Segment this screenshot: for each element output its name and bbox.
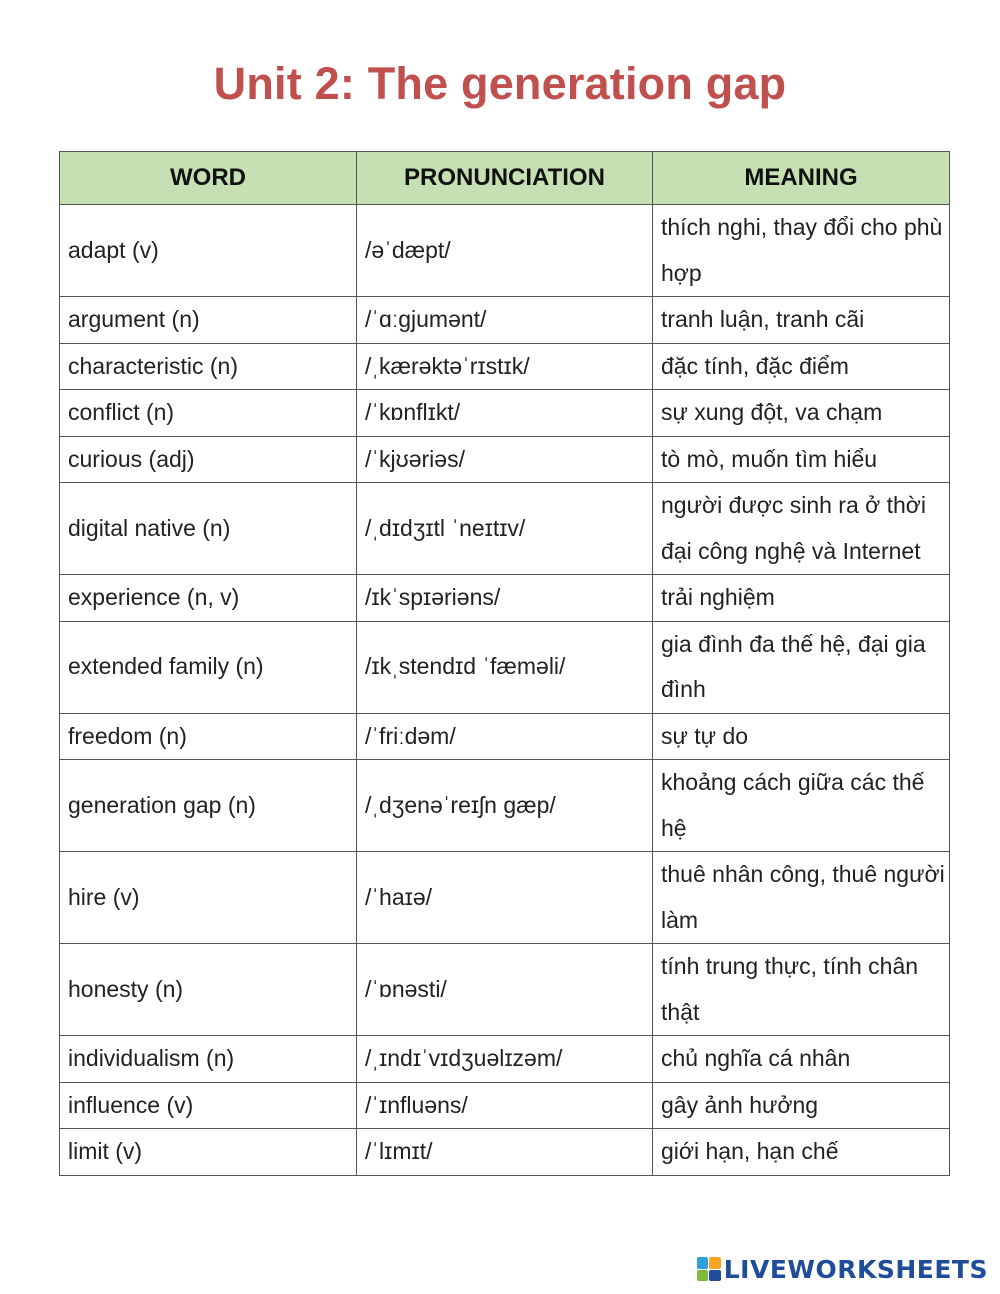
pronunciation-cell: /ˈkɒnflɪkt/ xyxy=(357,390,653,437)
logo-text: LIVEWORKSHEETS xyxy=(723,1254,988,1284)
pronunciation-cell: /ɪkˈspɪəriəns/ xyxy=(357,575,653,622)
word-cell: curious (adj) xyxy=(60,436,357,483)
table-row xyxy=(60,760,950,852)
table-row xyxy=(60,436,950,483)
meaning-cell: gia đình đa thế hệ, đại gia đình xyxy=(653,621,950,713)
table-row xyxy=(60,621,950,713)
word-cell: freedom (n) xyxy=(60,713,357,760)
pronunciation-cell: /ˌdʒenəˈreɪʃn gæp/ xyxy=(357,760,653,852)
page-title: Unit 2: The generation gap xyxy=(213,58,787,109)
table-row xyxy=(60,205,950,297)
meaning-cell: sự xung đột, va chạm xyxy=(653,390,950,437)
liveworksheets-logo[interactable] xyxy=(697,1254,988,1284)
pronunciation-cell: /ˌkærəktəˈrɪstɪk/ xyxy=(357,343,653,390)
meaning-cell: đặc tính, đặc điểm xyxy=(653,343,950,390)
meaning-cell: giới hạn, hạn chế xyxy=(653,1129,950,1176)
word-cell: experience (n, v) xyxy=(60,575,357,622)
table-row xyxy=(60,390,950,437)
word-cell: digital native (n) xyxy=(60,483,357,575)
word-cell: individualism (n) xyxy=(60,1036,357,1083)
meaning-cell: trải nghiệm xyxy=(653,575,950,622)
header-pronunciation: PRONUNCIATION xyxy=(357,152,653,205)
vocabulary-table xyxy=(59,151,950,1176)
meaning-cell: người được sinh ra ở thời đại công nghệ và Internet xyxy=(653,483,950,575)
pronunciation-cell: /ˈfriːdəm/ xyxy=(357,713,653,760)
table-row xyxy=(60,343,950,390)
pronunciation-cell: /ˈɒnəsti/ xyxy=(357,944,653,1036)
word-cell: honesty (n) xyxy=(60,944,357,1036)
header-word: WORD xyxy=(60,152,357,205)
word-cell: influence (v) xyxy=(60,1082,357,1129)
meaning-cell: gây ảnh hưởng xyxy=(653,1082,950,1129)
table-row xyxy=(60,713,950,760)
table-row xyxy=(60,1129,950,1176)
pronunciation-cell: /ɪkˌstendɪd ˈfæməli/ xyxy=(357,621,653,713)
meaning-cell: thuê nhân công, thuê người làm xyxy=(653,852,950,944)
meaning-cell: tính trung thực, tính chân thật xyxy=(653,944,950,1036)
meaning-cell: chủ nghĩa cá nhân xyxy=(653,1036,950,1083)
meaning-cell: tò mò, muốn tìm hiểu xyxy=(653,436,950,483)
pronunciation-cell: /əˈdæpt/ xyxy=(357,205,653,297)
table-row xyxy=(60,575,950,622)
pronunciation-cell: /ˈhaɪə/ xyxy=(357,852,653,944)
word-cell: conflict (n) xyxy=(60,390,357,437)
table-row xyxy=(60,944,950,1036)
word-cell: extended family (n) xyxy=(60,621,357,713)
pronunciation-cell: /ˈɑːgjumənt/ xyxy=(357,297,653,344)
liveworksheets-logo-icon xyxy=(697,1257,721,1281)
word-cell: characteristic (n) xyxy=(60,343,357,390)
table-row xyxy=(60,297,950,344)
word-cell: generation gap (n) xyxy=(60,760,357,852)
meaning-cell: thích nghi, thay đổi cho phù hợp xyxy=(653,205,950,297)
pronunciation-cell: /ˌɪndɪˈvɪdʒuəlɪzəm/ xyxy=(357,1036,653,1083)
meaning-cell: sự tự do xyxy=(653,713,950,760)
pronunciation-cell: /ˈlɪmɪt/ xyxy=(357,1129,653,1176)
pronunciation-cell: /ˈkjʊəriəs/ xyxy=(357,436,653,483)
table-row xyxy=(60,483,950,575)
meaning-cell: khoảng cách giữa các thế hệ xyxy=(653,760,950,852)
table-row xyxy=(60,852,950,944)
meaning-cell: tranh luận, tranh cãi xyxy=(653,297,950,344)
word-cell: limit (v) xyxy=(60,1129,357,1176)
pronunciation-cell: /ˌdɪdʒɪtl ˈneɪtɪv/ xyxy=(357,483,653,575)
table-header-row xyxy=(60,152,950,205)
table-row xyxy=(60,1082,950,1129)
word-cell: hire (v) xyxy=(60,852,357,944)
header-meaning: MEANING xyxy=(653,152,950,205)
table-row xyxy=(60,1036,950,1083)
word-cell: adapt (v) xyxy=(60,205,357,297)
word-cell: argument (n) xyxy=(60,297,357,344)
pronunciation-cell: /ˈɪnfluəns/ xyxy=(357,1082,653,1129)
